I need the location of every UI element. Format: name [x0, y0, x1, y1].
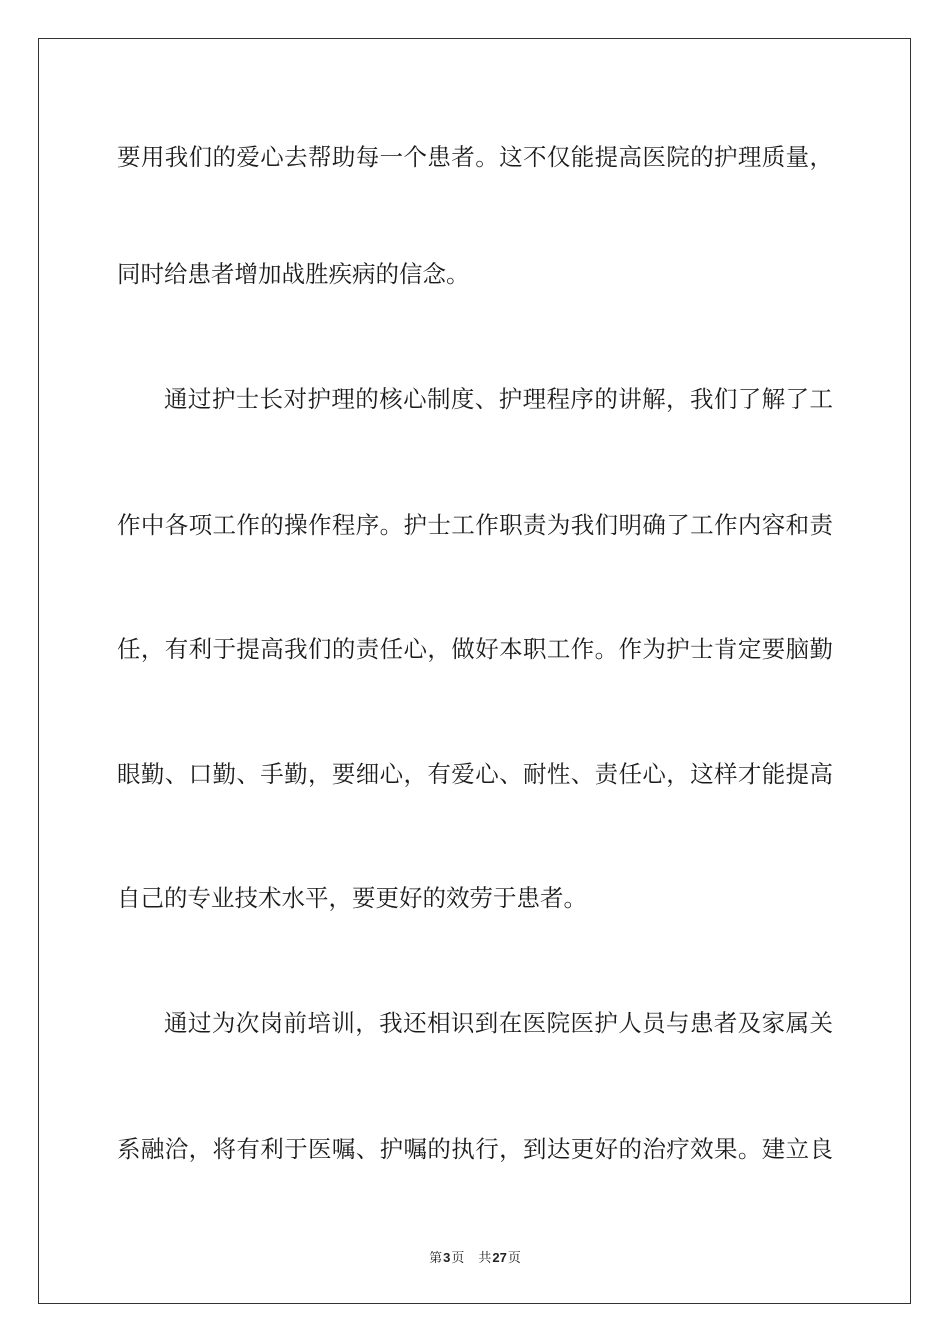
- paragraph-line-1: 要用我们的爱心去帮助每一个患者。这不仅能提高医院的护理质量，: [117, 143, 833, 171]
- footer-total-suffix: 页: [507, 1251, 521, 1266]
- footer-page-suffix: 页: [451, 1251, 465, 1266]
- paragraph-line-8: 通过为次岗前培训，我还相识到在医院医护人员与患者及家属关: [164, 1009, 833, 1037]
- paragraph-line-6: 眼勤、口勤、手勤，要细心，有爱心、耐性、责任心，这样才能提高: [117, 760, 833, 788]
- paragraph-line-3: 通过护士长对护理的核心制度、护理程序的讲解，我们了解了工: [164, 385, 833, 413]
- page-footer: [0, 1247, 950, 1266]
- paragraph-line-4: 作中各项工作的操作程序。护士工作职责为我们明确了工作内容和责: [117, 511, 833, 539]
- footer-page-prefix: 第: [429, 1251, 443, 1266]
- page-border: [38, 38, 911, 1304]
- footer-page-number: 3: [443, 1250, 451, 1265]
- footer-total-pages: 27: [492, 1250, 507, 1265]
- paragraph-line-7: 自己的专业技术水平，要更好的效劳于患者。: [117, 884, 587, 912]
- paragraph-line-5: 任，有利于提高我们的责任心，做好本职工作。作为护士肯定要脑勤: [117, 635, 833, 663]
- paragraph-line-2: 同时给患者增加战胜疾病的信念。: [117, 260, 470, 288]
- footer-total-prefix: 共: [478, 1251, 492, 1266]
- paragraph-line-9: 系融洽，将有利于医嘱、护嘱的执行，到达更好的治疗效果。建立良: [117, 1135, 833, 1163]
